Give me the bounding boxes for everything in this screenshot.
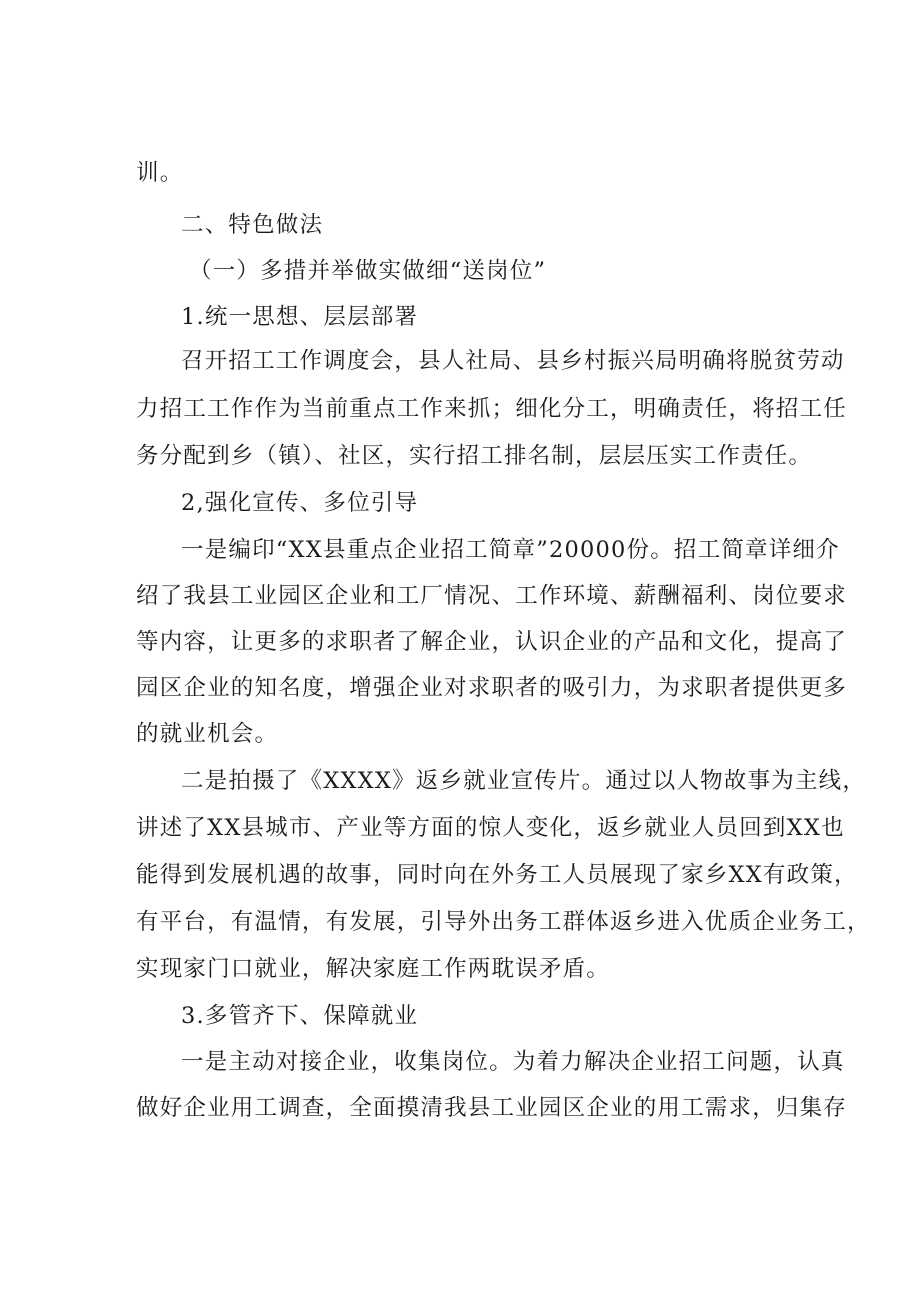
item2-para2-line: 实现家门口就业，解决家庭工作两耽误矛盾。 bbox=[136, 956, 611, 982]
item1-paragraph-line: 召开招工工作调度会，县人社局、县乡村振兴局明确将脱贫劳动 bbox=[181, 348, 845, 374]
item2-para2-line: 有平台，有温情，有发展，引导外出务工群体返乡进入优质企业务工， bbox=[136, 909, 871, 935]
item2-para1-line: 园区企业的知名度，增强企业对求职者的吸引力，为求职者提供更多 bbox=[136, 675, 848, 701]
item2-para2-line: 能得到发展机遇的故事，同时向在外务工人员展现了家乡XX有政策， bbox=[136, 862, 858, 888]
item3-para1-line: 一是主动对接企业，收集岗位。为着力解决企业招工问题，认真 bbox=[181, 1049, 845, 1075]
item2-heading: 2,强化宣传、多位引导 bbox=[181, 490, 419, 516]
item1-paragraph-line: 力招工工作作为当前重点工作来抓；细化分工，明确责任，将招工任 bbox=[136, 396, 848, 422]
item1-paragraph-line: 务分配到乡（镇）、社区，实行招工排名制，层层压实工作责任。 bbox=[136, 443, 813, 469]
subsection-heading: （一）多措并举做实做细“送岗位” bbox=[189, 258, 547, 284]
item1-heading: 1.统一思想、层层部署 bbox=[181, 304, 419, 330]
item3-heading: 3.多管齐下、保障就业 bbox=[181, 1003, 419, 1029]
section-heading: 二、特色做法 bbox=[181, 212, 324, 238]
item2-para1-line: 一是编印“XX县重点企业招工简章”20000份。招工简章详细介 bbox=[181, 537, 840, 563]
item2-para1-line: 的就业机会。 bbox=[136, 721, 279, 747]
item2-para2-line: 二是拍摄了《XXXX》返乡就业宣传片。通过以人物故事为主线， bbox=[181, 768, 867, 794]
item3-para1-line: 做好企业用工调查，全面摸清我县工业园区企业的用工需求，归集存 bbox=[136, 1095, 848, 1121]
item2-para2-line: 讲述了XX县城市、产业等方面的惊人变化，返乡就业人员回到XX也 bbox=[136, 815, 845, 841]
item2-para1-line: 绍了我县工业园区企业和工厂情况、工作环境、薪酬福利、岗位要求 bbox=[136, 583, 848, 609]
continuation-text: 训。 bbox=[136, 160, 184, 186]
item2-para1-line: 等内容，让更多的求职者了解企业，认识企业的产品和文化，提高了 bbox=[136, 629, 848, 655]
